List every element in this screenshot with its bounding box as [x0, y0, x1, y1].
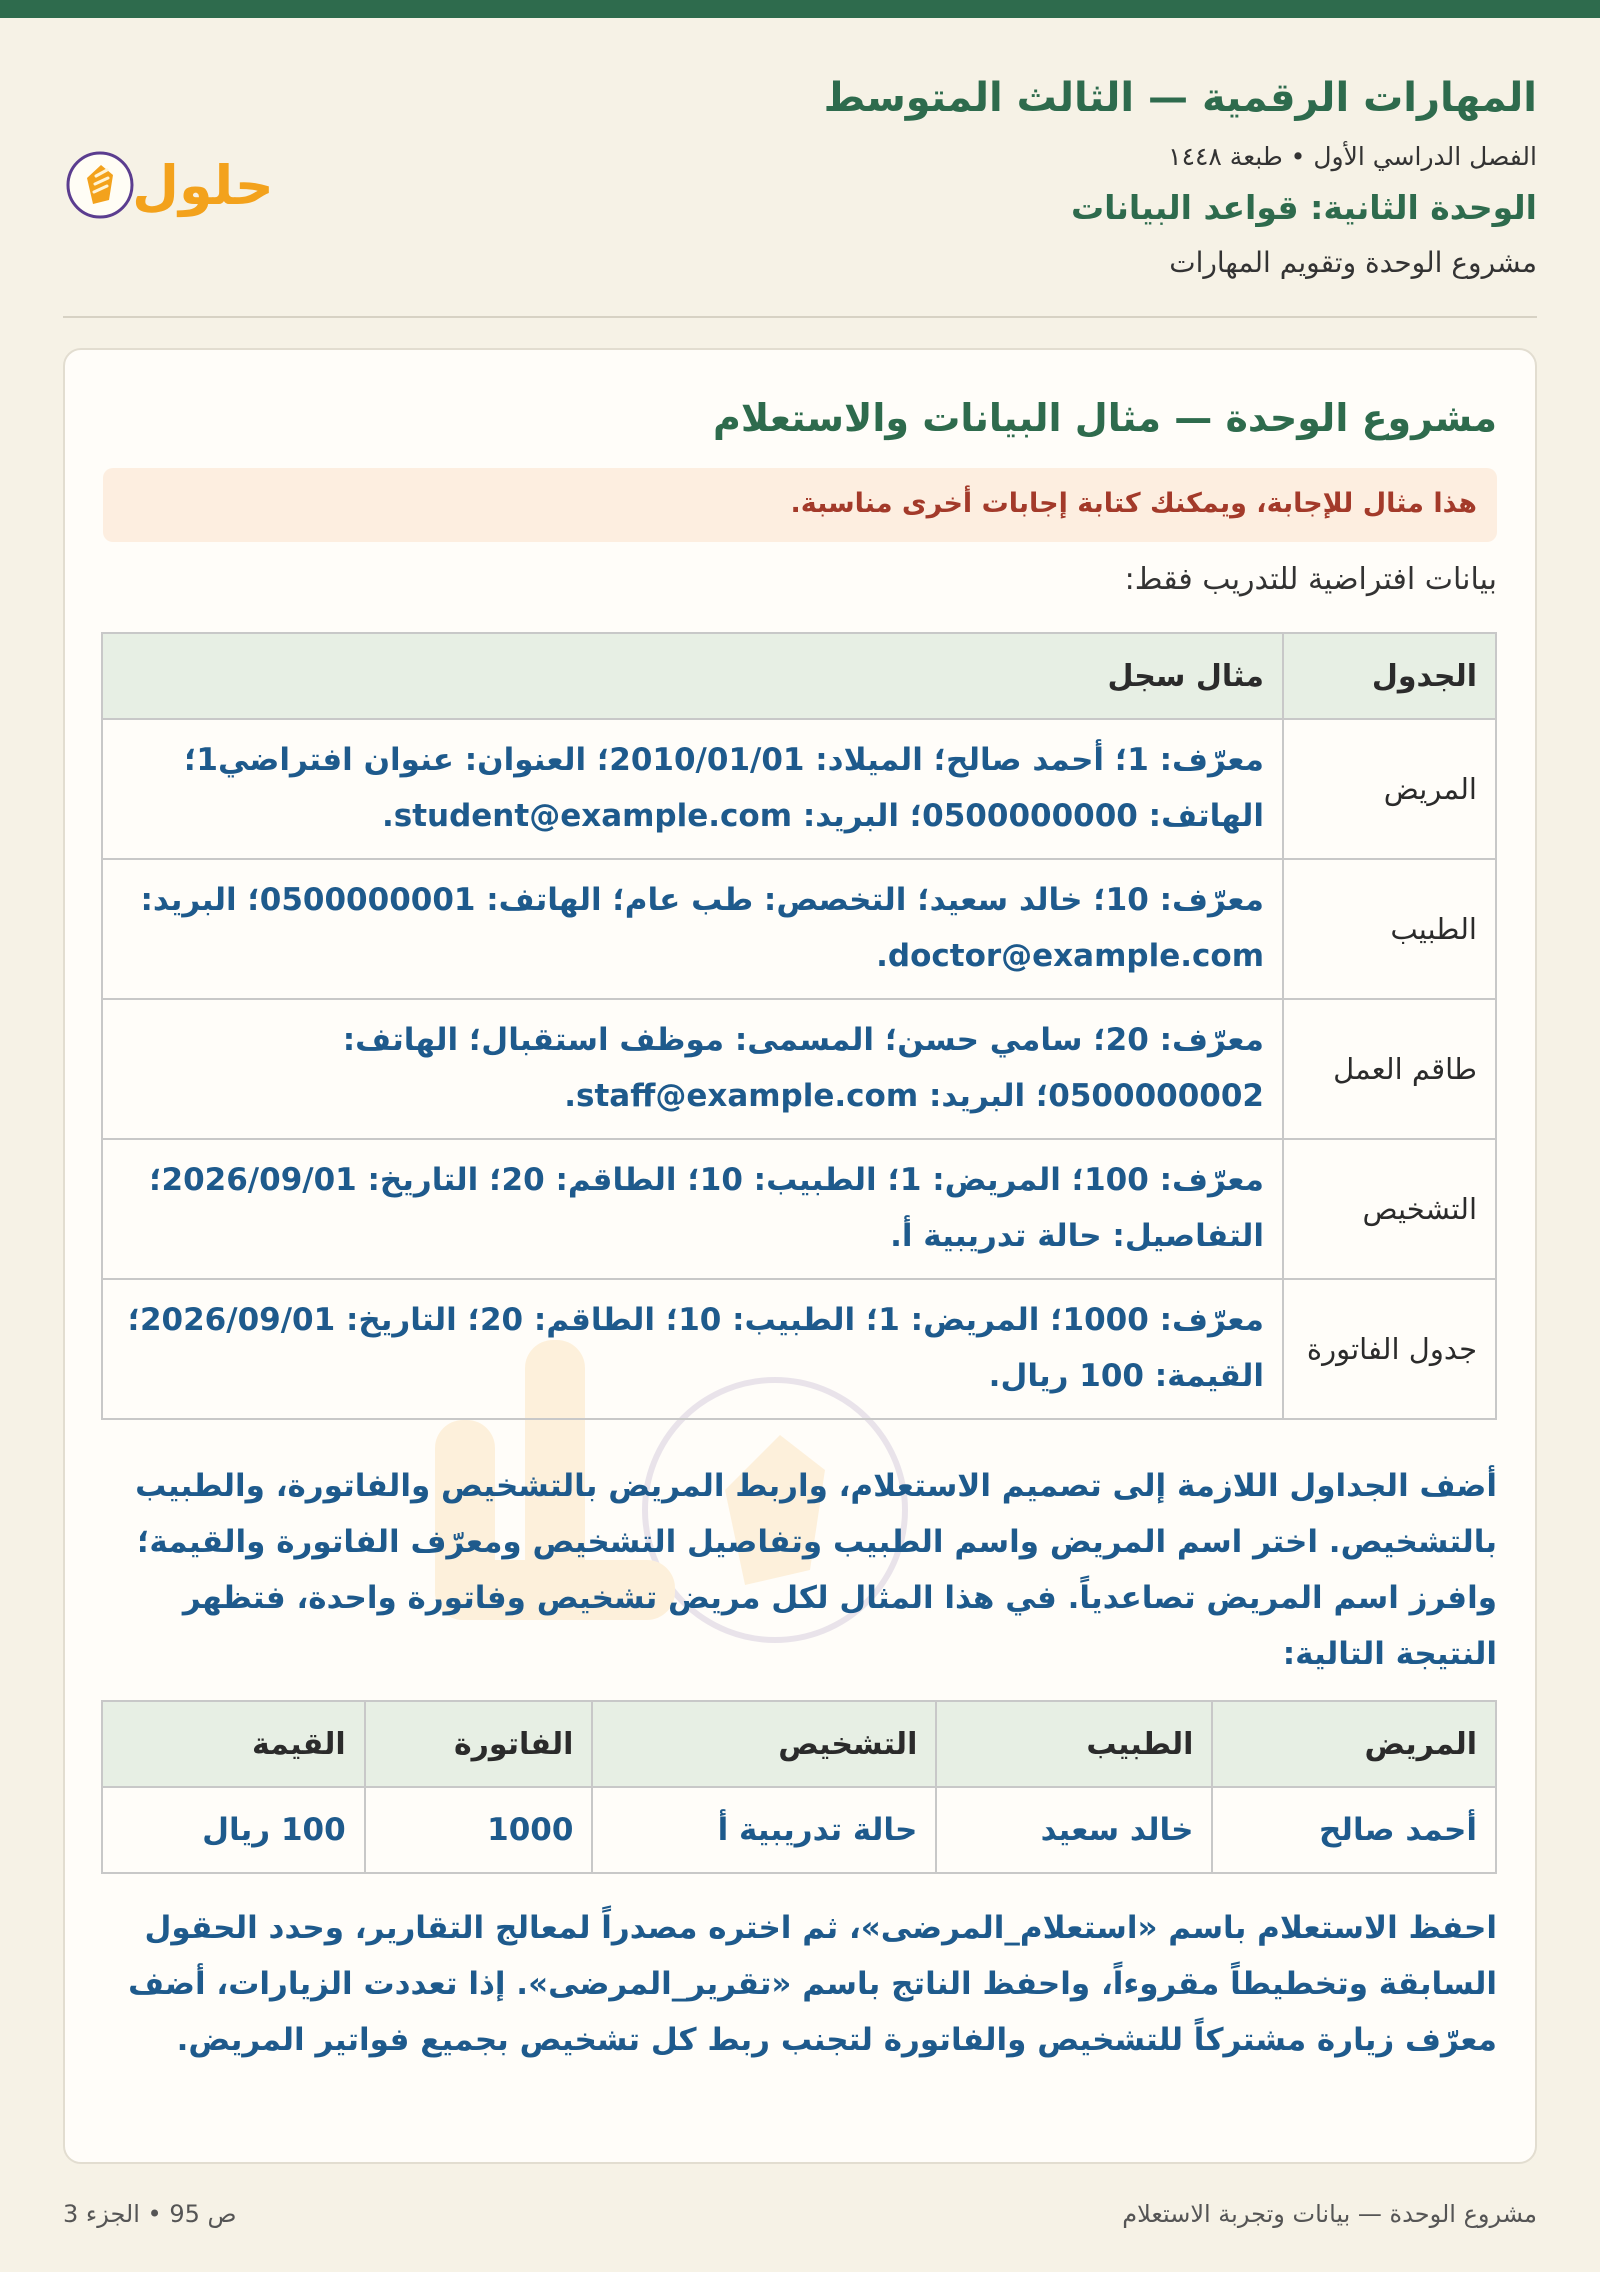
- table-name-cell: المريض: [1283, 719, 1496, 859]
- top-accent-bar: [0, 0, 1600, 18]
- table-name-cell: طاقم العمل: [1283, 999, 1496, 1139]
- result-header-amount: القيمة: [102, 1701, 365, 1787]
- table-row: [102, 859, 1496, 999]
- hulul-logo-icon: [63, 140, 288, 230]
- intro-text: بيانات افتراضية للتدريب فقط:: [1124, 562, 1497, 597]
- result-header-invoice: الفاتورة: [365, 1701, 593, 1787]
- query-instructions: أضف الجداول اللازمة إلى تصميم الاستعلام، واربط المريض بالتشخيص والفاتورة، والطبيب بالتشخيص. اختر اسم المريض واسم الطبيب وتفاصيل التشخيص ومعرّف الفاتورة والقيمة؛ وافرز اسم المريض تصاعدياً. في هذا المثال لكل مريض تشخيص وفاتورة واحدة، فتظهر النتيجة التالية:: [135, 1468, 1497, 1672]
- result-header-patient: المريض: [1212, 1701, 1496, 1787]
- records-table: [101, 632, 1497, 1420]
- report-instructions: احفظ الاستعلام باسم «استعلام_المرضى»، ثم اختره مصدراً لمعالج التقارير، وحدد الحقول السابقة وتخطيطاً مقروءاً، واحفظ الناتج باسم «تقرير_المرضى». إذا تعددت الزيارات، أضف معرّف زيارة مشتركاً للتشخيص والفاتورة لتجنب ربط كل تشخيص بجميع فواتير المريض.: [128, 1910, 1497, 2058]
- table-row: [102, 999, 1496, 1139]
- header-divider: [63, 316, 1537, 318]
- records-header-table: الجدول: [1283, 633, 1496, 719]
- card-title: مشروع الوحدة — مثال البيانات والاستعلام: [712, 396, 1497, 440]
- svg-text:حلول: حلول: [132, 154, 274, 217]
- table-row: [102, 1139, 1496, 1279]
- record-example-cell: معرّف: 10؛ خالد سعيد؛ التخصص: طب عام؛ الهاتف: 0500000001؛ البريد: doctor@example.com.: [102, 859, 1283, 999]
- unit-title: الوحدة الثانية: قواعد البيانات: [1070, 188, 1537, 227]
- result-invoice-cell: 1000: [365, 1787, 593, 1873]
- answer-note: [103, 468, 1497, 542]
- footer-page-number: ص 95 • الجزء 3: [63, 2200, 237, 2228]
- result-header-doctor: الطبيب: [936, 1701, 1212, 1787]
- record-example-cell: معرّف: 20؛ سامي حسن؛ المسمى: موظف استقبال؛ الهاتف: 0500000002؛ البريد: staff@example.com.: [102, 999, 1283, 1139]
- page-header: [63, 70, 1537, 320]
- records-header-example: مثال سجل: [102, 633, 1283, 719]
- table-row: [102, 719, 1496, 859]
- unit-subtitle: مشروع الوحدة وتقويم المهارات: [1169, 246, 1537, 279]
- table-row: [102, 1279, 1496, 1419]
- result-doctor-cell: خالد سعيد: [936, 1787, 1212, 1873]
- table-name-cell: الطبيب: [1283, 859, 1496, 999]
- result-diagnosis-cell: حالة تدريبية أ: [592, 1787, 936, 1873]
- result-header-row: [102, 1701, 1496, 1787]
- semester-line: الفصل الدراسي الأول • طبعة ١٤٤٨: [1168, 142, 1537, 171]
- record-example-cell: معرّف: 100؛ المريض: 1؛ الطبيب: 10؛ الطاقم: 20؛ التاريخ: 2026/09/01؛ التفاصيل: حالة تدريبية أ.: [102, 1139, 1283, 1279]
- result-header-diagnosis: التشخيص: [592, 1701, 936, 1787]
- table-name-cell: جدول الفاتورة: [1283, 1279, 1496, 1419]
- project-card: [63, 348, 1537, 2164]
- table-name-cell: التشخيص: [1283, 1139, 1496, 1279]
- result-amount-cell: 100 ريال: [102, 1787, 365, 1873]
- answer-note-text: هذا مثال للإجابة، ويمكنك كتابة إجابات أخرى مناسبة.: [790, 488, 1477, 519]
- record-example-cell: معرّف: 1000؛ المريض: 1؛ الطبيب: 10؛ الطاقم: 20؛ التاريخ: 2026/09/01؛ القيمة: 100 ريال.: [102, 1279, 1283, 1419]
- result-patient-cell: أحمد صالح: [1212, 1787, 1496, 1873]
- record-example-cell: معرّف: 1؛ أحمد صالح؛ الميلاد: 2010/01/01؛ العنوان: عنوان افتراضي1؛ الهاتف: 0500000000؛ البريد: student@example.com.: [102, 719, 1283, 859]
- footer-title: مشروع الوحدة — بيانات وتجربة الاستعلام: [1122, 2200, 1537, 2228]
- records-table-header-row: [102, 633, 1496, 719]
- table-row: [102, 1787, 1496, 1873]
- page-title: المهارات الرقمية — الثالث المتوسط: [823, 75, 1537, 121]
- query-result-table: [101, 1700, 1497, 1874]
